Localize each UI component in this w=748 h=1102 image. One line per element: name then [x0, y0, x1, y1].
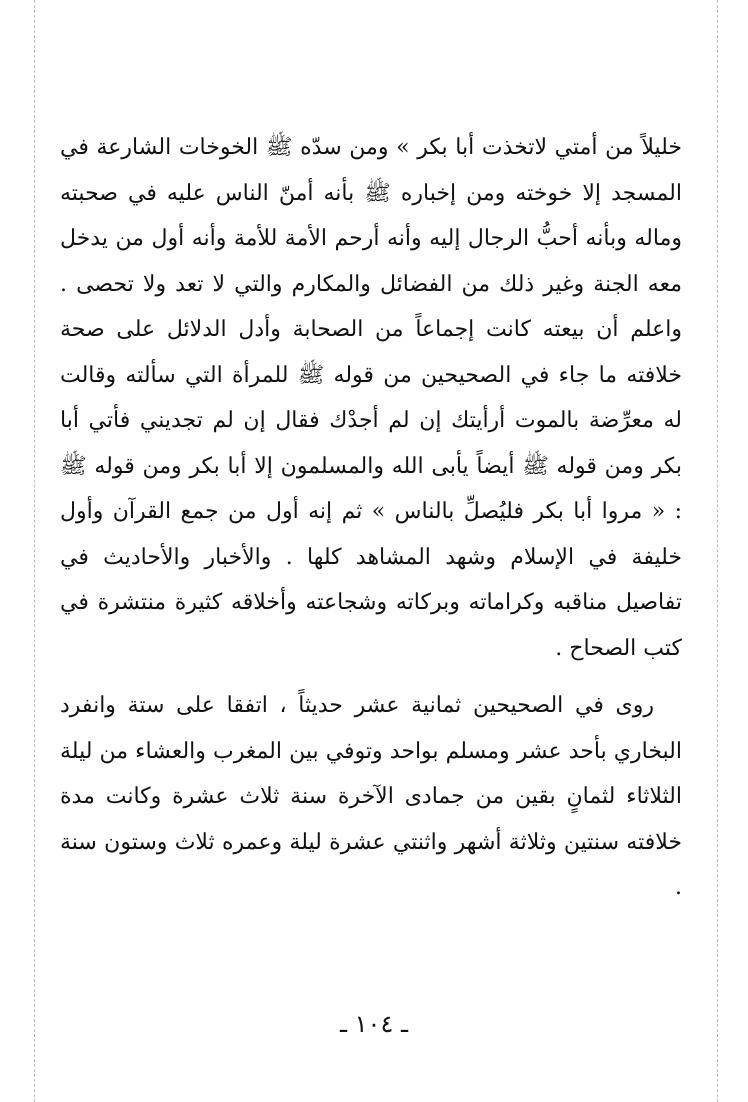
page-body [60, 125, 682, 911]
paragraph-2: روى في الصحيحين ثمانية عشر حديثاً ، اتفقا على ستة وانفرد البخاري بأحد عشر ومسلم بواحد وتوفي بين المغرب والعشاء من ليلة الثلاثاء لثمانٍ بقين من جمادى الآخرة سنة ثلاث عشرة وكانت مدة خلافته سنتين وثلاثة أشهر واثنتي عشرة ليلة وعمره ثلاث وستون سنة . [60, 693, 682, 900]
page-number: ـ ١٠٤ ـ [339, 1010, 408, 1038]
paragraph-1: خليلاً من أمتي لاتخذت أبا بكر » ومن سدّه ﷺ الخوخات الشارعة في المسجد إلا خوخته ومن إخباره ﷺ بأنه أمنّ الناس عليه في صحبته وماله وبأنه أحبُّ الرجال إليه وأنه أرحم الأمة للأمة وأنه أول من يدخل معه الجنة وغير ذلك من الفضائل والمكارم والتي لا تعد ولا تحصى . واعلم أن بيعته كانت إجماعاً من الصحابة وأدل الدلائل على صحة خلافته ما جاء في الصحيحين من قوله ﷺ للمرأة التي سألته وقالت له معرِّضة بالموت أرأيتك إن لم أجدْك فقال إن لم تجديني فأتي أبا بكر ومن قوله ﷺ أيضاً يأبى الله والمسلمون إلا أبا بكر ومن قوله ﷺ : « مروا أبا بكر فليُصلِّ بالناس » ثم إنه أول من جمع القرآن وأول خليفة في الإسلام وشهد المشاهد كلها . والأخبار والأحاديث في تفاصيل مناقبه وكراماته وبركاته وشجاعته وأخلاقه كثيرة منتشرة في كتب الصحاح . [60, 135, 682, 661]
left-margin-line [34, 0, 35, 1102]
right-margin-line [717, 0, 718, 1102]
